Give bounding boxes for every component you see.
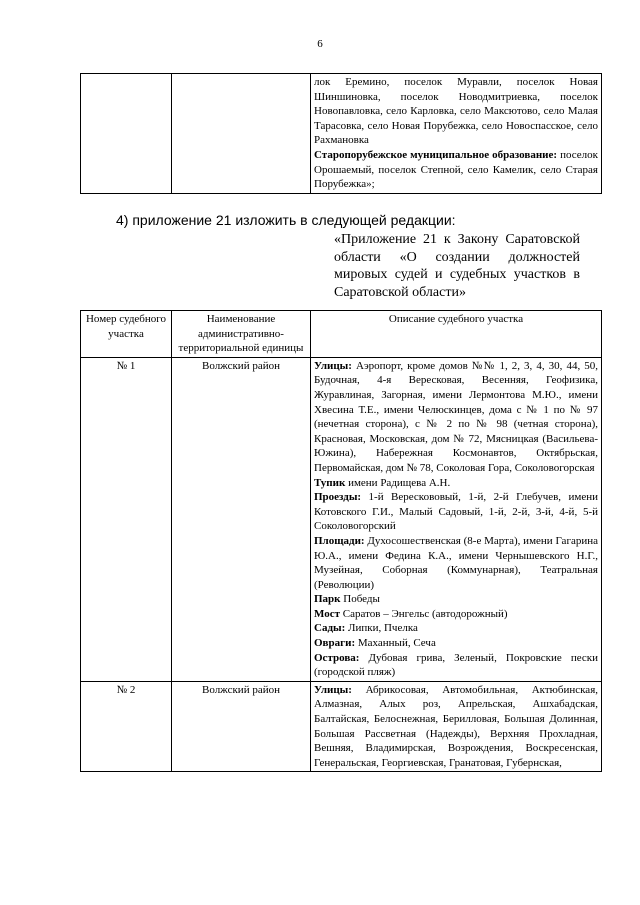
entry-text: 1-й Верескововый, 1-й, 2-й Глебучев, имени Котовского Г.И., Малый Садовый, 1-й, 2-й, 3-й, 4-й, 5-й Соколовогорский xyxy=(314,491,598,533)
appendix-caption: «Приложение 21 к Закону Саратовской области «О создании должностей мировых судей и судебных участков в Саратовской области» xyxy=(334,232,580,300)
description-cell xyxy=(311,681,602,772)
entry-label: Овраги: xyxy=(314,637,356,650)
page-number: 6 xyxy=(317,38,323,50)
table-row xyxy=(81,357,602,681)
entry-label: Острова: xyxy=(314,651,360,664)
entry-label: Тупик xyxy=(314,476,346,489)
entry-label: Улицы: xyxy=(314,683,352,696)
entry-label: Сады: xyxy=(314,622,346,635)
district-name: Волжский район xyxy=(172,681,311,772)
header-row xyxy=(81,311,602,358)
court-number: № 1 xyxy=(81,357,172,681)
courts-table xyxy=(80,310,602,772)
empty-cell xyxy=(81,74,172,194)
entry-text: Духосошественская (8-е Марта), имени Гагарина Ю.А., имени Федина К.А., имени Чернышевского Н.Г., Музейная, Соборная (Коммунарная), Театральная (Революции) xyxy=(314,534,598,591)
entry-label: Улицы: xyxy=(314,359,352,372)
entry-text: Липки, Пчелка xyxy=(348,622,418,635)
description-cell xyxy=(311,74,602,194)
entry-text: Абрикосовая, Автомобильная, Актюбинская, Алмазная, Алых роз, Апрельская, Ашхабадская, Балтайская, Белоснежная, Берилловая, Большая Долинная, Большая Рассветная (Надежды), Верхняя Прохладная, Вешняя, Владимирская, Возрождения, Воскресенская, Генеральская, Георгиевская, Гранатовая, Губернская, xyxy=(314,683,598,769)
table-row xyxy=(81,74,602,194)
court-number: № 2 xyxy=(81,681,172,772)
municipality-heading: Старопорубежское муниципальное образование: xyxy=(314,148,558,161)
header-description: Описание судебного участка xyxy=(311,311,602,358)
entry-text: имени Радищева А.Н. xyxy=(348,476,451,489)
entry-text: Саратов – Энгельс (автодорожный) xyxy=(342,607,508,620)
entry-label: Парк xyxy=(314,593,341,606)
amendment-instruction: 4) приложение 21 изложить в следующей редакции: xyxy=(116,212,456,228)
header-number: Номер судебного участка xyxy=(81,311,172,358)
entry-text: Маханный, Сеча xyxy=(357,637,436,650)
entry-label: Площади: xyxy=(314,534,365,547)
table-row xyxy=(81,681,602,772)
empty-cell xyxy=(172,74,311,194)
continued-table xyxy=(80,73,602,194)
municipality-text: поселок Орошаемый, поселок Степной, село Камелик, село Старая Порубежка»; xyxy=(314,148,598,191)
entry-text: Аэропорт, кроме домов №№ 1, 2, 3, 4, 30, 44, 50, Будочная, 4-я Вересковая, Весенняя, Геофизика, Журавлиная, Загорная, имени Лермонтова М.Ю., имени Хвесина Т.Е., имени Челюскинцев, дома с № 1 по № 97 (нечетная сторона), с № 2 по № 98 (четная сторона), Красновая, Московская, дом № 72, Мясницкая (Васильева-Южина), Набережная Космонавтов, Октябрьская, Первомайская, дом № 78, Соколовая Гора, Соколовогорская xyxy=(314,359,599,474)
entry-text: Дубовая грива, Зеленый, Покровские пески (городской пляж) xyxy=(314,651,598,679)
header-district: Наименование административно-территориальной единицы xyxy=(172,311,311,358)
description-cell xyxy=(311,357,602,681)
entry-label: Мост xyxy=(314,607,341,620)
district-name: Волжский район xyxy=(172,357,311,681)
entry-text: Победы xyxy=(343,593,380,606)
entry-label: Проезды: xyxy=(314,491,362,504)
municipality-tail-text: лок Еремино, поселок Муравли, поселок Новая Шиншиновка, поселок Новодмитриевка, поселок Новопавловка, село Карловка, село Максютово, село Малая Тарасовка, село Новая Порубежка, село Новоспасское, село Рахмановка xyxy=(314,76,598,147)
